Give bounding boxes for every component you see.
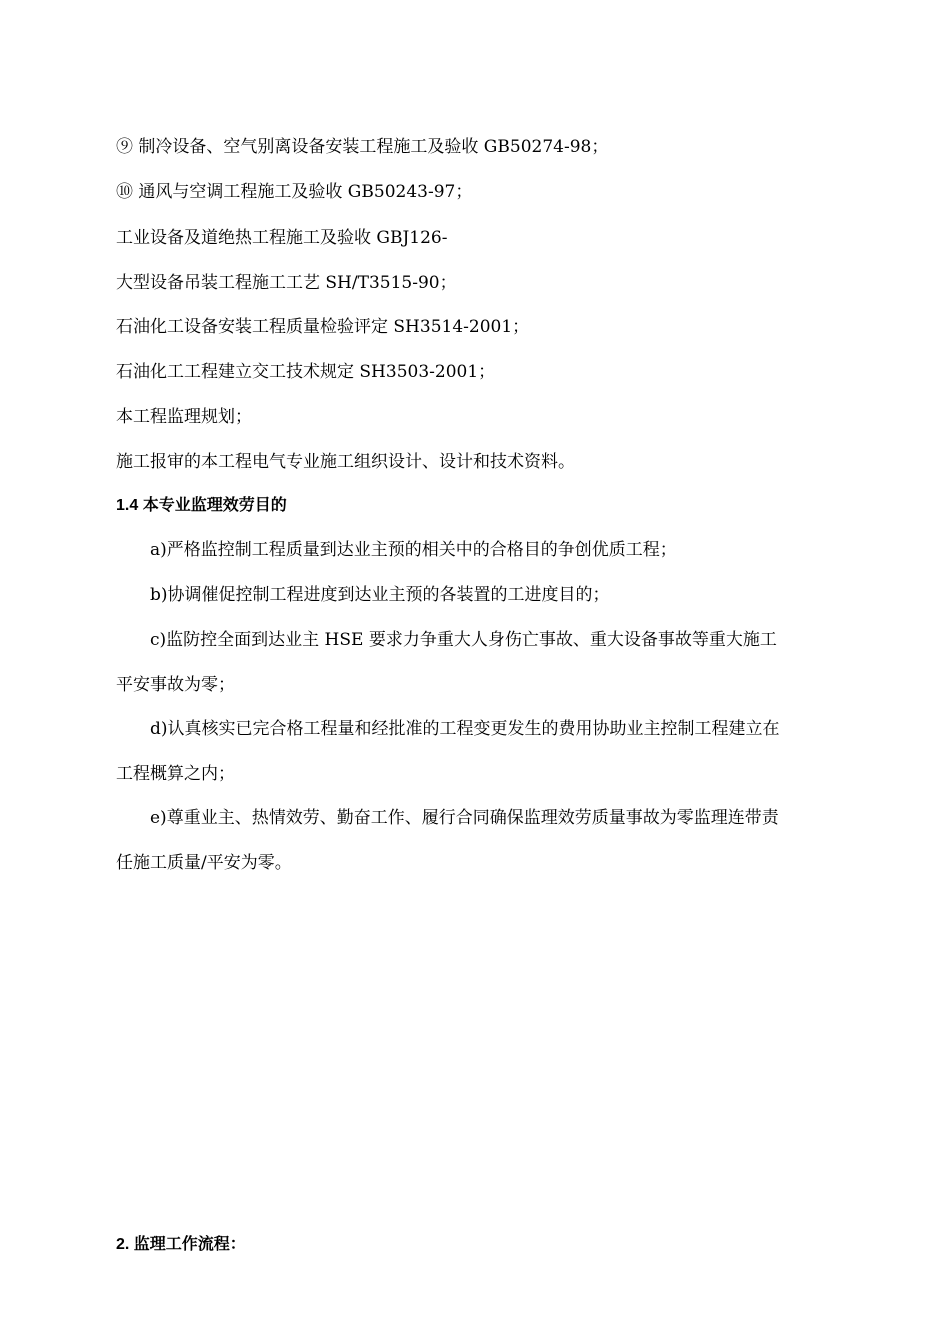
- objective-e-continuation: 任施工质量/平安为零。: [116, 853, 292, 873]
- objective-b: b)协调催促控制工程进度到达业主预的各装置的工进度目的；: [150, 585, 610, 605]
- reference-line-design-documents: 施工报审的本工程电气专业施工组织设计、设计和技术资料。: [116, 452, 575, 472]
- reference-line-quality-inspection: 石油化工设备安装工程质量检验评定 SH3514-2001；: [116, 317, 530, 337]
- reference-line-9: ⑨ 制冷设备、空气别离设备安装工程施工及验收 GB50274-98；: [116, 137, 609, 157]
- section-1-4-heading: 1.4 本专业监理效劳目的: [116, 497, 287, 514]
- reference-line-insulation: 工业设备及道绝热工程施工及验收 GBJ126-: [116, 228, 448, 248]
- reference-line-supervision-plan: 本工程监理规划；: [116, 407, 252, 427]
- objective-a: a)严格监控制工程质量到达业主预的相关中的合格目的争创优质工程；: [150, 540, 677, 560]
- reference-line-handover: 石油化工工程建立交工技术规定 SH3503-2001；: [116, 362, 496, 382]
- reference-line-hoisting: 大型设备吊装工程施工工艺 SH/T3515-90；: [116, 273, 457, 293]
- objective-d: d)认真核实已完合格工程量和经批准的工程变更发生的费用协助业主控制工程建立在: [150, 719, 780, 739]
- objective-d-continuation: 工程概算之内；: [116, 764, 235, 784]
- objective-c: c)监防控全面到达业主 HSE 要求力争重大人身伤亡事故、重大设备事故等重大施工: [150, 630, 777, 650]
- reference-line-10: ⑩ 通风与空调工程施工及验收 GB50243-97；: [116, 182, 473, 202]
- objective-c-continuation: 平安事故为零；: [116, 675, 235, 695]
- objective-e: e)尊重业主、热情效劳、勤奋工作、履行合同确保监理效劳质量事故为零监理连带责: [150, 808, 779, 828]
- section-2-heading: 2. 监理工作流程：: [116, 1236, 246, 1253]
